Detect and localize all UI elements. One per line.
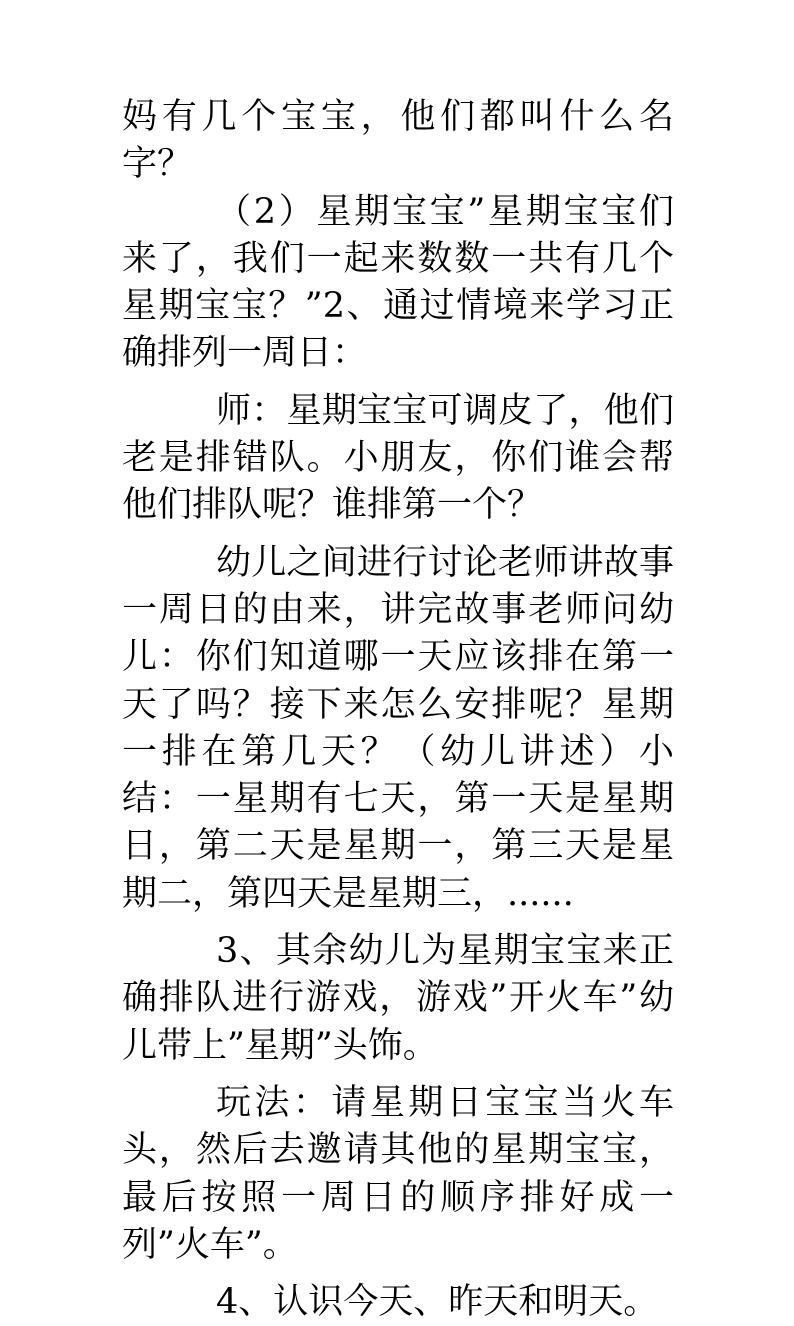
paragraph-rules: 玩法：请星期日宝宝当火车头，然后去邀请其他的星期宝宝，最后按照一周日的顺序排好成一列”火车”。: [122, 1082, 674, 1265]
paragraph-today: 4、认识今天、昨天和明天。: [216, 1282, 659, 1323]
paragraph-continuation: 妈有几个宝宝，他们都叫什么名字？: [122, 97, 674, 185]
paragraph-discussion: 幼儿之间进行讨论老师讲故事一周日的由来，讲完故事老师问幼儿：你们知道哪一天应该排在第一天了吗？接下来怎么安排呢？星期一排在第几天？（幼儿讲述）小结：一星期有七天，第一天是星期日，第二天是星期一，第三天是星期二，第四天是星期三，......: [122, 542, 674, 914]
paragraph-teacher: 师：星期宝宝可调皮了，他们老是排错队。小朋友，你们谁会帮他们排队呢？谁排第一个？: [122, 390, 674, 526]
paragraph-week-babies: （2）星期宝宝”星期宝宝们来了，我们一起来数数一共有几个星期宝宝？”2、通过情境来学习正确排列一周日：: [122, 191, 674, 374]
document-page: [122, 94, 674, 1326]
paragraph-game: 3、其余幼儿为星期宝宝来正确排队进行游戏，游戏”开火车”幼儿带上”星期”头饰。: [122, 931, 674, 1066]
